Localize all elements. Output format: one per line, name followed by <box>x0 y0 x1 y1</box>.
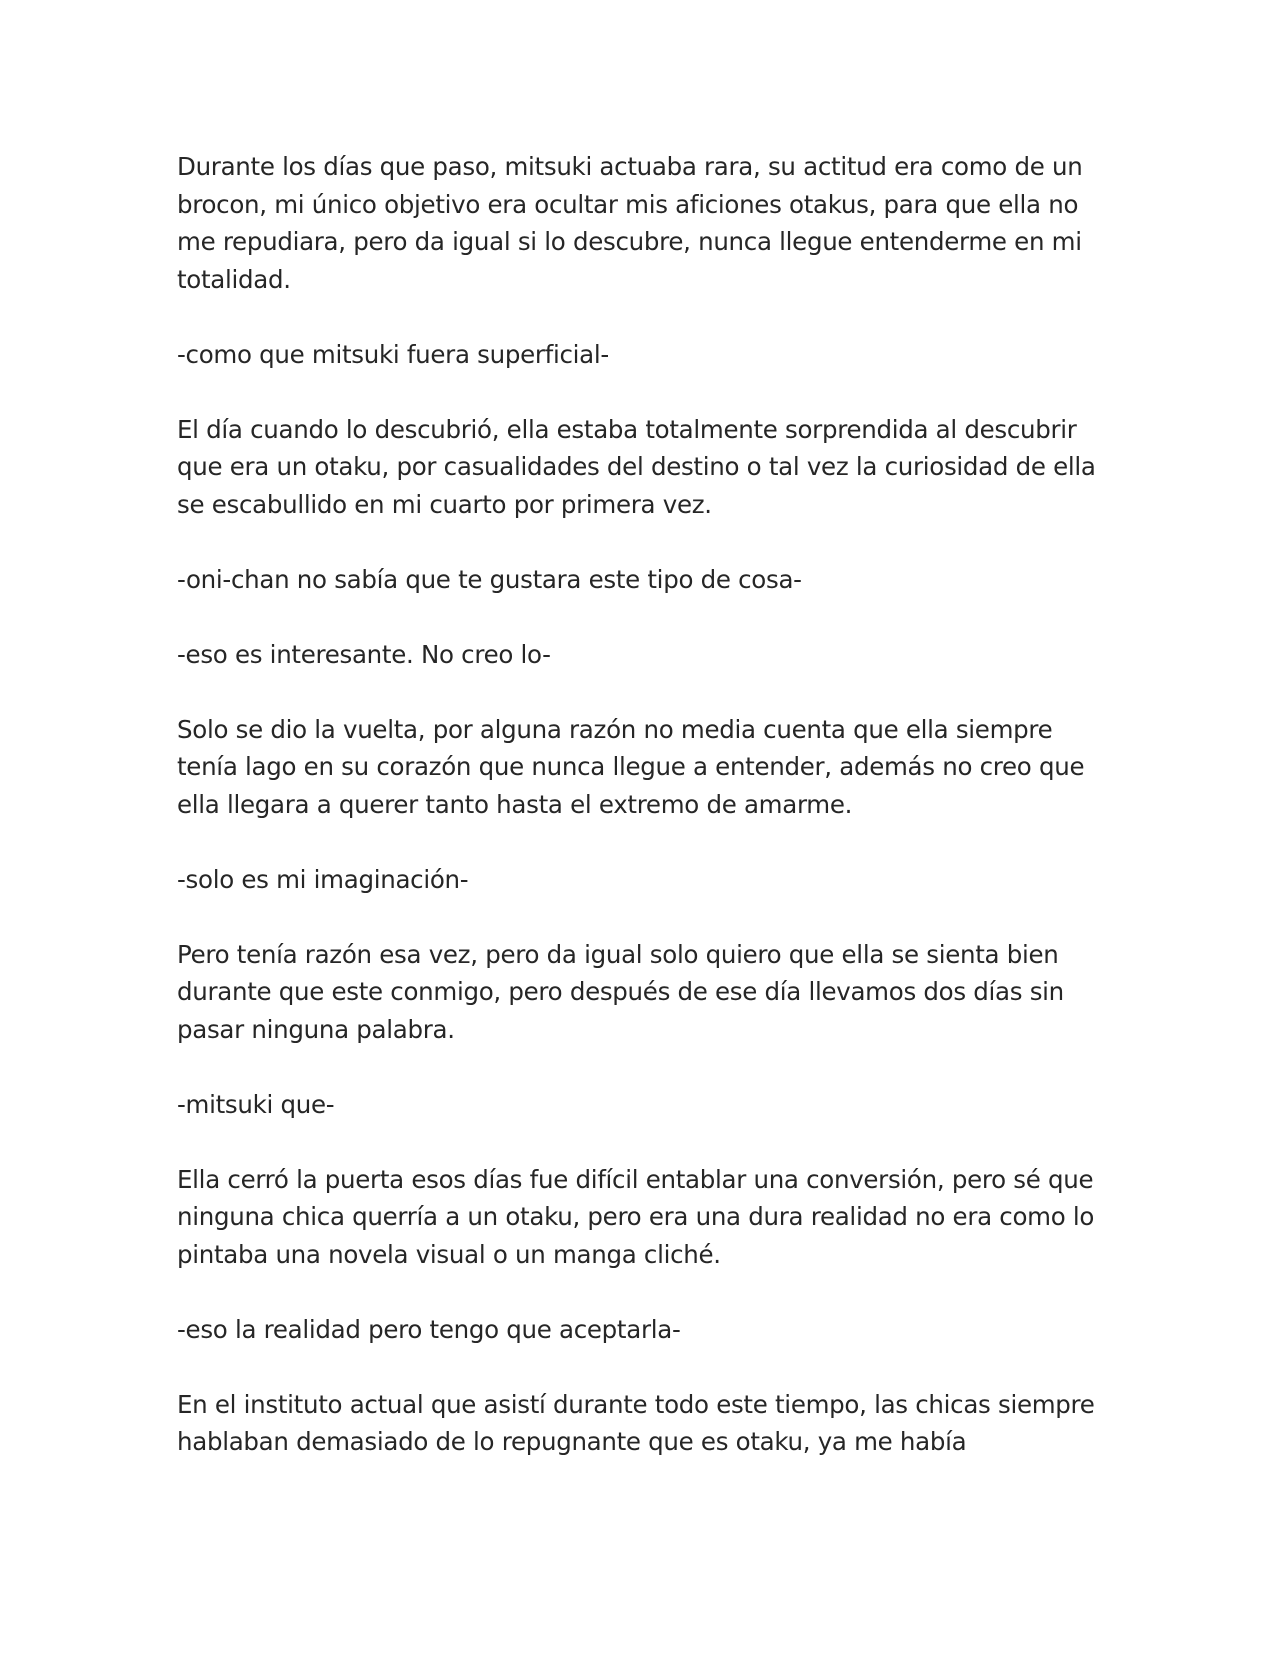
dialogue-line: -solo es mi imaginación- <box>177 864 469 894</box>
paragraph: Ella cerró la puerta esos días fue difícil entablar una conversión, pero sé que ninguna chica querría a un otaku, pero era una dura realidad no era como lo pintaba una novela visual o un manga cliché. <box>177 1164 1095 1269</box>
dialogue-line: -eso la realidad pero tengo que aceptarla- <box>177 1314 681 1344</box>
document-body <box>177 148 1107 1498</box>
dialogue-line: -oni-chan no sabía que te gustara este tipo de cosa- <box>177 564 802 594</box>
paragraph: Solo se dio la vuelta, por alguna razón no media cuenta que ella siempre tenía lago en su corazón que nunca llegue a entender, además no creo que ella llegara a querer tanto hasta el extremo de amarme. <box>177 714 1085 819</box>
paragraph: En el instituto actual que asistí durante todo este tiempo, las chicas siempre hablaban demasiado de lo repugnante que es otaku, ya me había <box>177 1389 1095 1456</box>
paragraph: Pero tenía razón esa vez, pero da igual solo quiero que ella se sienta bien durante que este conmigo, pero después de ese día llevamos dos días sin pasar ninguna palabra. <box>177 939 1064 1044</box>
dialogue-line: -eso es interesante. No creo lo- <box>177 639 551 669</box>
dialogue-line: -mitsuki que- <box>177 1089 335 1119</box>
paragraph: Durante los días que paso, mitsuki actuaba rara, su actitud era como de un brocon, mi único objetivo era ocultar mis aficiones otakus, para que ella no me repudiara, pero da igual si lo descubre, nunca llegue entenderme en mi totalidad. <box>177 152 1083 294</box>
paragraph: El día cuando lo descubrió, ella estaba totalmente sorprendida al descubrir que era un otaku, por casualidades del destino o tal vez la curiosidad de ella se escabullido en mi cuarto por primera vez. <box>177 414 1096 519</box>
dialogue-line: -como que mitsuki fuera superficial- <box>177 339 609 369</box>
